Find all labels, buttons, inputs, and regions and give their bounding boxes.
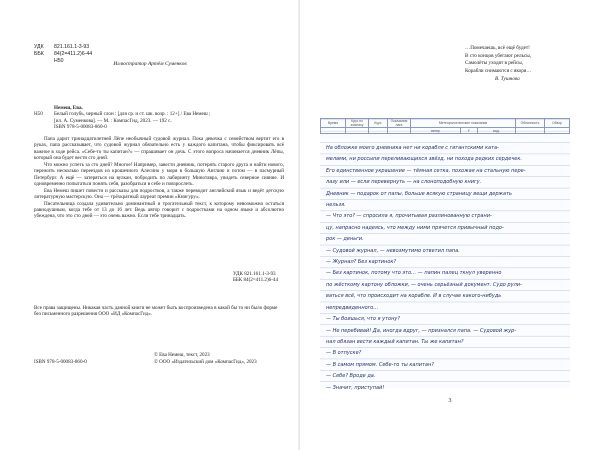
diary-line: — В самом прямом. Себе-то ты капитан?	[326, 361, 434, 368]
diary-line: непредвиденного…	[326, 304, 379, 311]
diary-line: — Ты боишься, что я утону?	[326, 316, 400, 323]
diary-line: — Без картинок, потому что это… — папин палец ткнул уверенно	[326, 270, 502, 277]
code-value: 84(2=411.2)6-44	[54, 50, 93, 57]
logbook-header-cell: Обзор	[545, 119, 570, 128]
code-key: ББК	[34, 50, 44, 57]
diary-line: нельзя.	[326, 202, 346, 209]
catalog-line: Белый голубь, черный слон : [для ср. и ст. шк. возр. : 12+] / Ева Немеш ;	[54, 111, 211, 118]
annotation-paragraph: Ева Немеш пишет повести и рассказы для подростков, а также переводит английский язык и ведёт детскую литературную мастерскую. Она — трёхкратный лауреат премии «Книгуру».	[34, 187, 284, 201]
catalog-isbn: ISBN 978-5-00083-860-0	[54, 124, 107, 131]
diary-line: — Значит, приступай!	[326, 384, 385, 391]
catalog-line: [ил. А. Суменкова]. — М. : КомпасГид, 2023. — 192 с.	[54, 117, 172, 124]
bbk-code-row	[34, 51, 92, 58]
copyright-text: © ООО «Издательский дом «КомпасГид», 2023	[154, 359, 257, 365]
classification-footer	[233, 271, 278, 284]
epigraph-author: В. Тушнова	[495, 76, 520, 82]
code-value: Н50	[54, 57, 64, 64]
handwritten-diary-text	[326, 143, 566, 394]
copyright-left	[34, 352, 154, 358]
logbook-header-cell: Облачность	[516, 119, 545, 128]
illustrator-credit: Иллюстратор Артём Суменков	[113, 61, 187, 67]
diary-line: — Журнал? Без картинок?	[326, 259, 397, 266]
logbook-subheader-cell: t°	[460, 128, 477, 134]
logbook-illustration	[320, 118, 570, 391]
bbk-footer: ББК 84(2=411.2)6-44	[232, 277, 278, 284]
isbn-footer: ISBN 978-5-00083-860-0	[34, 359, 87, 365]
diary-line: Дневник — подарок от папы, больше всякую страницу вещи держать	[326, 190, 512, 197]
diary-line: цу, напрасно надеясь, что между ними прячется привычный подо-	[326, 224, 504, 231]
diary-line: — В отпуске?	[326, 350, 362, 357]
udk-footer: УДК 821.161.1-3-93	[232, 271, 276, 277]
diary-line: лазу или — если перевернуть — на слоноподобную книгу.	[326, 179, 482, 186]
annotation-paragraph: Писательница создала удивительно доминантный и трогательный текст, к которому невозможно остаться равнодушным, когда тебе от 13 до 16 лет. Ведь автор говорит с подростками на одном языке и абсолютно убеждена, что это сто дней — это очень важно. Если тебе тринадцать.	[34, 200, 284, 220]
logbook-header-cell: Метеорологические показания	[411, 119, 516, 128]
epigraph-line: Корабли снимаются с якоря…	[465, 67, 532, 74]
epigraph-line: В сто концов убегают рельсы,	[465, 52, 532, 59]
book-annotation	[34, 136, 284, 220]
catalog-record	[34, 105, 284, 131]
logbook-header-cell: Время	[321, 119, 346, 128]
diary-line: Его единственное украшение — тёмная сетка, похожая на стальную пере-	[326, 167, 526, 174]
logbook-header-cell: Курс по компасу	[346, 119, 369, 128]
annotation-paragraph: Папа дарит тринадцатилетней Лёпе необычный судовой журнал. Пока девочка с семейством вертит его в руках, папа рассказывает, что судовой журнал обязательно есть у каждого капитана, чтобы фиксировать всё важное в ходе рейса. «Себе-то ты капитан?» — спрашивает он дочь. С этого вопроса начинается дневник Лёпы, который она будет вести сто дней.	[34, 136, 284, 162]
rights-notice: Все права защищены. Никакая часть данной книги не может быть воспроизведена в какой бы то ни было форме без письменного разрешения ООО «ИД «КомпасГид».	[34, 305, 278, 318]
diary-line: — Что это? — спросила я, прочитывая разлинованную страни-	[326, 213, 492, 220]
logbook-header-table	[320, 118, 570, 134]
logbook-header-cell: Курс	[369, 119, 388, 128]
diary-line: мелами, ни россыпи переливающихся звёзд, ни похода редких сердечек.	[326, 156, 522, 163]
udk-code-row	[34, 44, 92, 51]
catalog-code: Н50	[34, 111, 43, 118]
epigraph	[465, 45, 585, 84]
diary-line: — Не перебивай! Да, иногда вдруг, — признался папа. — Судовой жур-	[326, 327, 517, 334]
annotation-paragraph: Что можно успеть за сто дней? Многое! Например, завести дневник, потерять старого друга и найти нового, пережить несколько переездов из крошечного Алесино у моря в большую Англию и потом — в пасмурный Петербург. А ещё — затеряться на вулкан, побродить по лабиринту Минотавра, увидеть северное сияние. И одновременно попытаться понять себя, разобраться в себе и повзрослеть.	[34, 161, 284, 188]
copyright-row	[34, 359, 284, 365]
code-value: 821.161.1-3-93	[54, 44, 90, 50]
logbook-header-cell: Показания лага	[388, 119, 411, 128]
diary-line: по жёсткому картону обложки, — очень серьёзный документ. Судо рули-	[326, 281, 522, 288]
epigraph-line: …Помечаешь, всё ещё будет!	[465, 45, 530, 51]
epigraph-line: Самолёты уходят в рейсы,	[465, 60, 524, 66]
code-key: УДК	[34, 44, 44, 50]
logbook-subheader-cell: ветер	[411, 128, 461, 134]
logbook-subheader-cell: вод.	[477, 128, 515, 134]
diary-line: На обложке моего дневника нет ни корабля с гигантскими ката-	[326, 145, 499, 151]
diary-line: — Себе? Вроде да.	[326, 373, 376, 380]
diary-line: ваться всё, что происходит на корабле. И в случае какого-нибудь	[326, 293, 502, 300]
diary-line: нал обязан вести каждый капитан. Ты же капитан?	[326, 338, 464, 345]
page-number: 3	[448, 398, 452, 404]
copyright-text: © Ева Немеш, текст, 2023	[154, 352, 210, 358]
diary-line: рок — деньги.	[326, 236, 364, 243]
copyright-row	[34, 352, 284, 358]
diary-line: — Судовой журнал, — невозмутимо ответил папа.	[326, 247, 460, 254]
catalog-author: Немеш, Ева.	[54, 105, 83, 111]
